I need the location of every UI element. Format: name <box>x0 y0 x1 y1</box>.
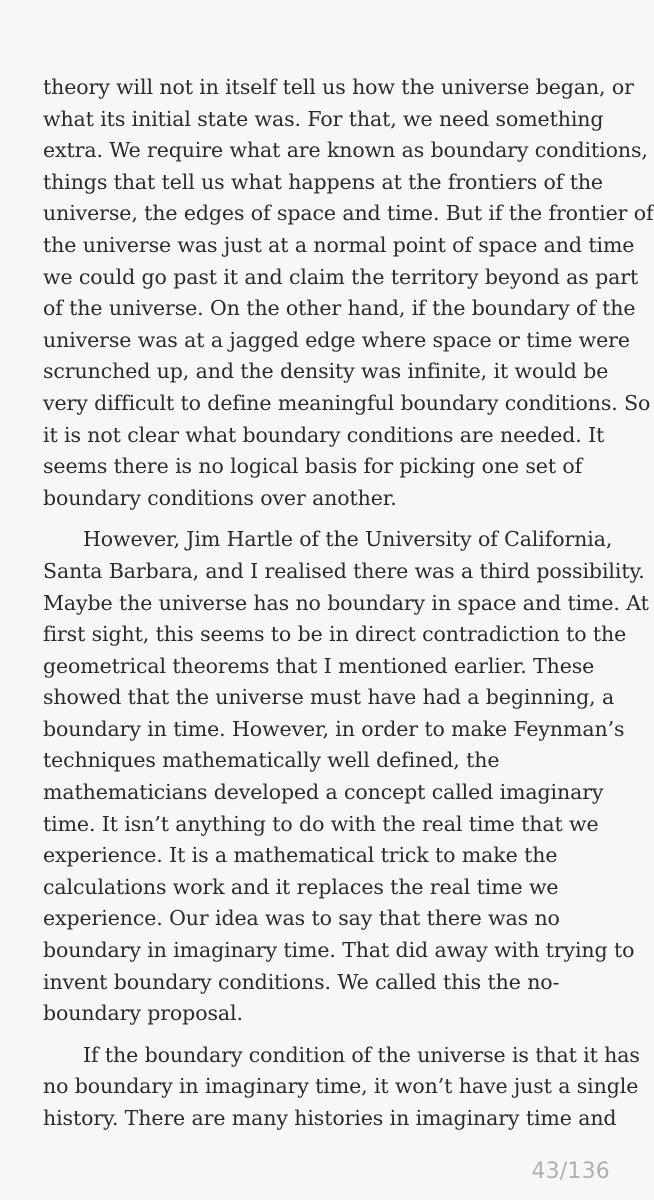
text-line-indented: However, Jim Hartle of the University of California, <box>83 527 613 552</box>
text-line: the universe was just at a normal point of space and time <box>43 232 635 257</box>
paragraph-2 <box>43 524 649 1030</box>
text-line: we could go past it and claim the territory beyond as part <box>43 264 639 289</box>
text-line: first sight, this seems to be in direct contradiction to the <box>43 622 627 647</box>
text-line: universe, the edges of space and time. But if the frontier of <box>43 201 654 226</box>
text-line: Maybe the universe has no boundary in space and time. At <box>43 590 649 615</box>
text-line: history. There are many histories in imaginary time and <box>43 1106 617 1130</box>
text-line: geometrical theorems that I mentioned earlier. These <box>43 653 595 678</box>
paragraph-1 <box>43 72 654 514</box>
text-line: what its initial state was. For that, we need something <box>43 106 604 131</box>
text-line-indented: If the boundary condition of the universe is that it has <box>83 1042 640 1067</box>
text-line: boundary in imaginary time. That did away with trying to <box>43 938 635 963</box>
text-line: extra. We require what are known as boundary conditions, <box>43 138 648 163</box>
text-line: scrunched up, and the density was infinite, it would be <box>43 359 609 384</box>
text-line: mathematicians developed a concept called imaginary <box>43 780 604 805</box>
text-line: seems there is no logical basis for picking one set of <box>43 454 583 479</box>
text-line: boundary proposal. <box>43 1001 243 1026</box>
text-line: techniques mathematically well defined, the <box>43 748 500 773</box>
text-line: theory will not in itself tell us how the universe began, or <box>43 75 634 99</box>
text-line: of the universe. On the other hand, if the boundary of the <box>43 296 636 321</box>
paragraph-spacer <box>43 1030 618 1040</box>
paragraph-spacer <box>43 514 618 524</box>
book-text <box>43 72 654 1135</box>
text-line: time. It isn’t anything to do with the real time that we <box>43 811 599 836</box>
text-line: boundary conditions over another. <box>43 485 397 510</box>
text-line: very difficult to define meaningful boundary conditions. So <box>43 390 651 415</box>
page-number-indicator: 43/136 <box>531 1159 610 1184</box>
text-line: universe was at a jagged edge where space or time were <box>43 327 630 352</box>
paragraph-3 <box>43 1040 640 1135</box>
text-line: experience. It is a mathematical trick to make the <box>43 843 558 868</box>
text-line: things that tell us what happens at the frontiers of the <box>43 169 603 194</box>
text-line: Santa Barbara, and I realised there was a third possibility. <box>43 558 645 583</box>
text-line: no boundary in imaginary time, it won’t have just a single <box>43 1074 639 1099</box>
text-line: calculations work and it replaces the real time we <box>43 874 559 899</box>
text-line: it is not clear what boundary conditions are needed. It <box>43 422 605 447</box>
text-line: experience. Our idea was to say that there was no <box>43 906 560 931</box>
text-line: invent boundary conditions. We called this the no- <box>43 969 560 994</box>
text-line: boundary in time. However, in order to make Feynman’s <box>43 716 625 741</box>
text-line: showed that the universe must have had a beginning, a <box>43 685 615 710</box>
